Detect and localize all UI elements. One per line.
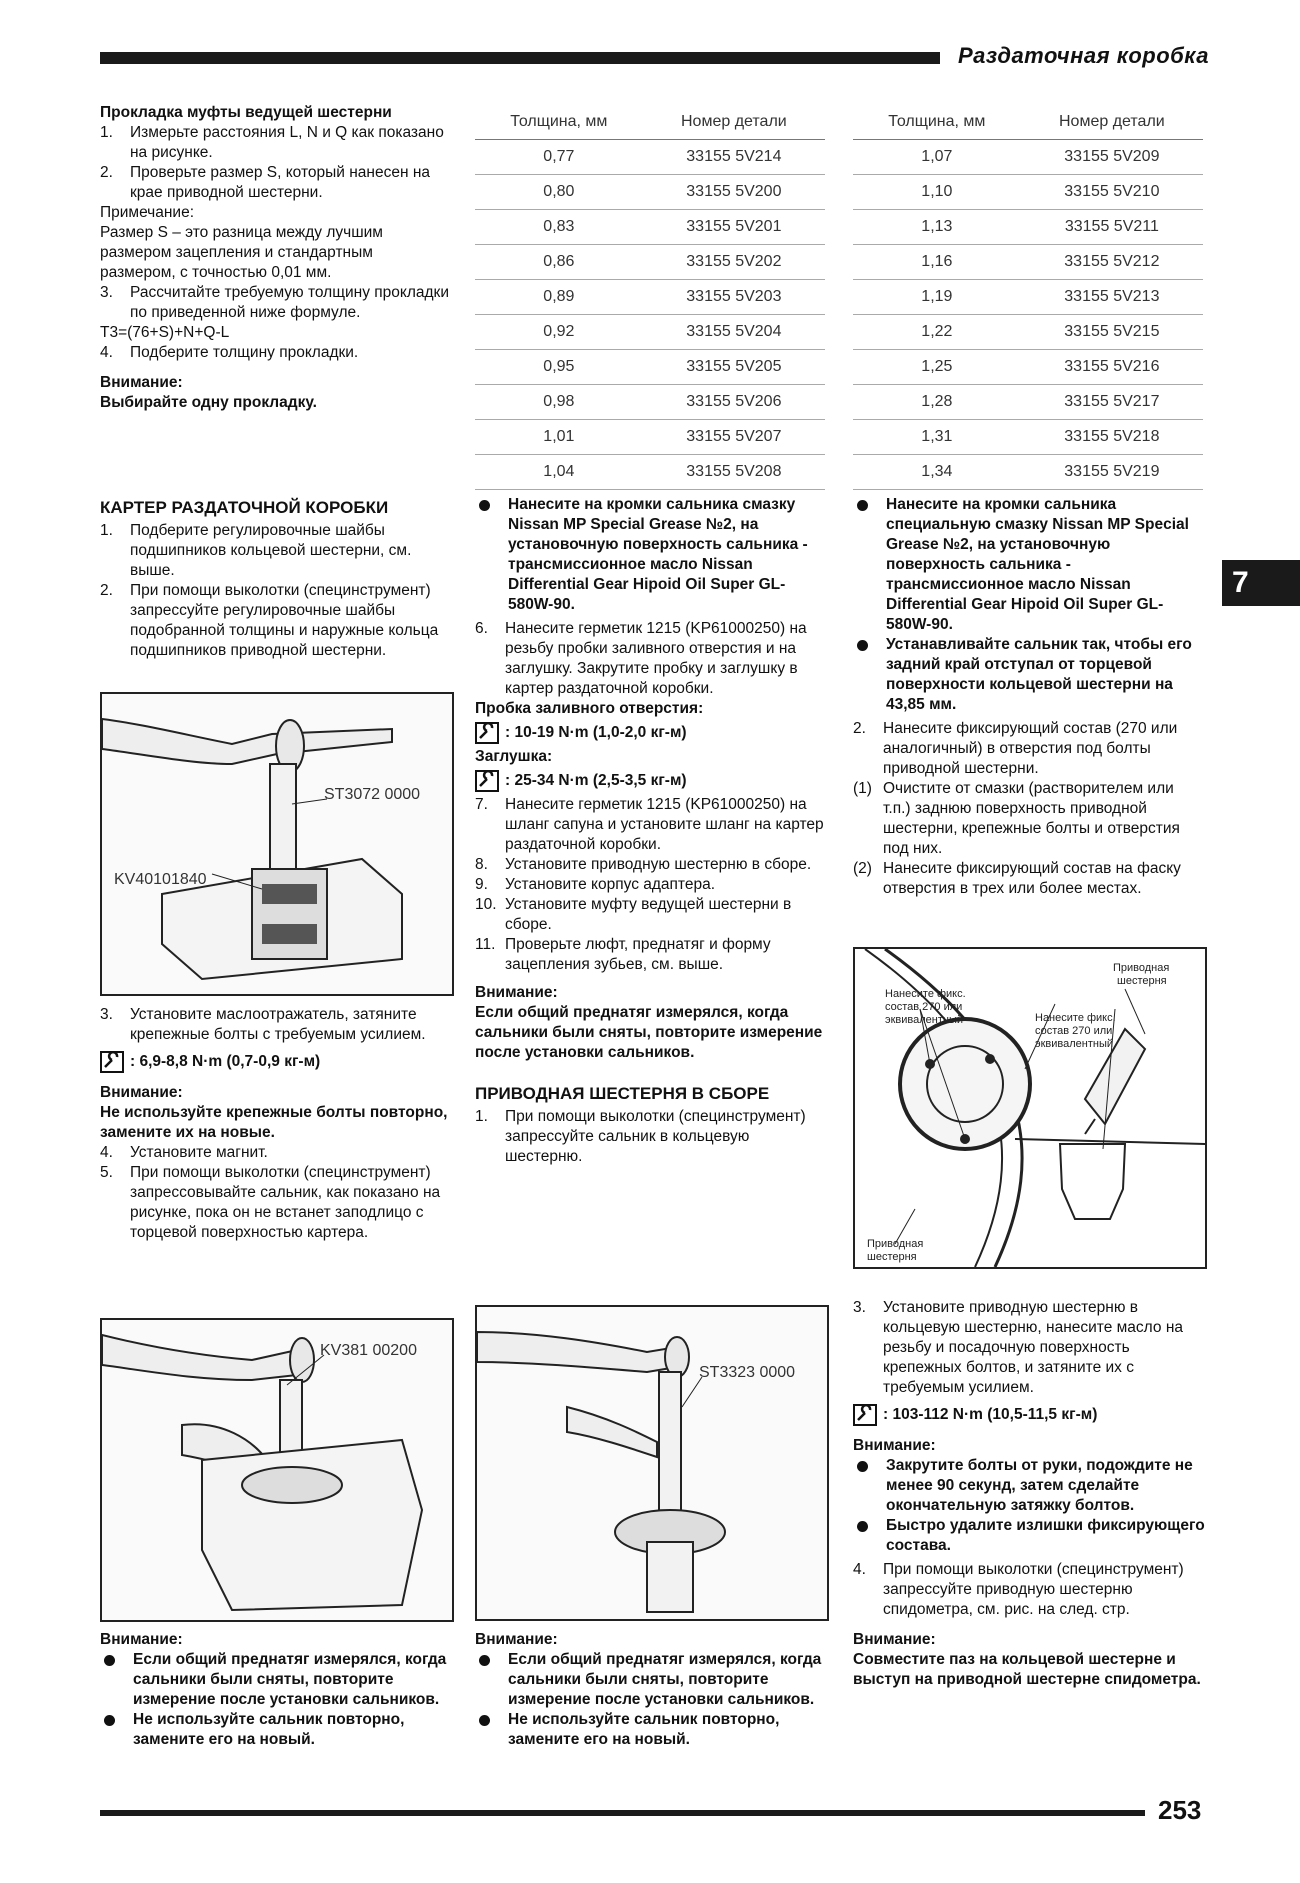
fig4-label: Нанесите фикс. [885,988,966,1000]
table-header: Номер детали [1021,105,1203,140]
table-cell: 33155 5V214 [643,140,825,175]
list-item: 3. Установите приводную шестерню в кольцевую шестерню, нанесите масло на резьбу и посадочную поверхность крепежных болтов, и затяните их с требуемым усилием. [853,1299,1183,1396]
table-header: Толщина, мм [853,105,1021,140]
lubrication-bullet: Нанесите на кромки сальника специальную смазку Nissan MP Special Grease №2, на установочную поверхность сальника - трансмиссионное масло Nissan Differential Gear Hipoid Oil Super GL-580W-90. [853,495,1205,635]
torque-spec: : 10-19 N·m (1,0-2,0 кг-м) [475,722,827,744]
column-3-text [853,495,1205,899]
fig4-label: шестерня [867,1251,917,1263]
table-row [475,140,825,175]
list-item: 4. Установите магнит. [100,1144,268,1161]
chapter-tab: 7 [1222,560,1300,606]
table-cell: 0,92 [475,315,643,350]
wrench-icon [475,770,499,792]
warning-label: Внимание: [853,1437,936,1454]
figure-case-bearing-install [100,692,454,996]
note-text: Размер S – это разница между лучшим размером зацепления и стандартным размером, с точностью 0,01 мм. [100,224,383,281]
footer-bar [100,1810,1145,1816]
table-row [853,280,1203,315]
table-row [853,140,1203,175]
warning-block-col2 [475,1630,827,1750]
drive-gear-heading: ПРИВОДНАЯ ШЕСТЕРНЯ В СБОРЕ [475,1084,770,1103]
list-item: 11. Проверьте люфт, преднатяг и форму зацепления зубьев, см. выше. [475,936,771,973]
gasket-section [100,103,450,413]
table-cell: 33155 5V207 [643,420,825,455]
table-cell: 1,10 [853,175,1021,210]
list-item: 4. При помощи выколотки (специнструмент) запрессуйте приводную шестерню спидометра, см. рис. на след. стр. [853,1561,1184,1618]
table-row [853,350,1203,385]
torque-spec: : 25-34 N·m (2,5-3,5 кг-м) [475,770,827,792]
table-cell: 0,98 [475,385,643,420]
table-row [853,455,1203,490]
table-row [853,420,1203,455]
shim-table-left [475,105,825,490]
warning-bullet: Не используйте сальник повторно, замените его на новый. [475,1710,827,1750]
note-label: Примечание: [100,204,195,221]
warning-bullet: Если общий преднатяг измерялся, когда сальники были сняты, повторите измерение после установки сальников. [100,1650,450,1710]
warning-bullet: Если общий преднатяг измерялся, когда сальники были сняты, повторите измерение после установки сальников. [475,1650,827,1710]
table-cell: 0,95 [475,350,643,385]
table-row [853,175,1203,210]
warning-block-col1 [100,1630,450,1750]
table-row [475,350,825,385]
fig3-label-tool: ST3323 0000 [699,1364,796,1381]
table-row [475,210,825,245]
table-cell: 1,19 [853,280,1021,315]
table-cell: 33155 5V211 [1021,210,1203,245]
table-cell: 1,31 [853,420,1021,455]
table-cell: 33155 5V206 [643,385,825,420]
warning-bullet: Закрутите болты от руки, подождите не менее 90 секунд, затем сделайте окончательную затяжку болтов. [853,1456,1205,1516]
column-2-text [475,495,827,1167]
table-cell: 33155 5V212 [1021,245,1203,280]
shim-table-right [853,105,1203,490]
list-item: 6. Нанесите герметик 1215 (KP61000250) на резьбу пробки заливного отверстия и на заглушку. Закрутите пробку и заглушку в картер раздаточной коробки. [475,620,807,697]
table-cell: 1,07 [853,140,1021,175]
table-row [853,245,1203,280]
warning-label: Внимание: [475,984,558,1001]
fig4-label: Приводная [1113,962,1170,974]
torque-spec: : 6,9-8,8 N·m (0,7-0,9 кг-м) [100,1051,450,1073]
table-cell: 33155 5V217 [1021,385,1203,420]
seal-position-bullet: Устанавливайте сальник так, чтобы его задний край отступал от торцевой поверхности кольцевой шестерни на 43,85 мм. [853,635,1205,715]
list-item: 2. Проверьте размер S, который нанесен на крае приводной шестерни. [100,164,431,201]
table-cell: 33155 5V204 [643,315,825,350]
table-row [475,385,825,420]
table-cell: 33155 5V208 [643,455,825,490]
case-section [100,497,450,661]
header-bar [100,52,940,64]
table-row [853,315,1203,350]
figure-seal-press-ring-gear [475,1305,829,1621]
list-item: 3. Рассчитайте требуемую толщину прокладки по приведенной ниже формуле. [100,284,449,321]
figure-locking-compound [853,947,1207,1269]
table-cell: 33155 5V219 [1021,455,1203,490]
table-row [475,245,825,280]
table-cell: 33155 5V205 [643,350,825,385]
fig1-label-tool-a: ST3072 0000 [324,786,421,803]
list-item: 7. Нанесите герметик 1215 (KP61000250) на шланг сапуна и установите шланг на картер раздаточной коробки. [475,796,824,853]
table-cell: 33155 5V210 [1021,175,1203,210]
cap-label: Заглушка: [475,748,553,765]
list-item: 5. При помощи выколотки (специнструмент) запрессовывайте сальник, как показано на рисунке, пока он не встанет заподлицо с торцевой поверхностью картера. [100,1164,441,1241]
table-row [475,280,825,315]
warning-text: Если общий преднатяг измерялся, когда сальники были сняты, повторите измерение после установки сальников. [475,1004,823,1061]
table-cell: 33155 5V218 [1021,420,1203,455]
table-cell: 33155 5V215 [1021,315,1203,350]
figure-seal-press-case [100,1318,454,1622]
table-header: Толщина, мм [475,105,643,140]
list-item: 3. Установите маслоотражатель, затяните крепежные болты с требуемым усилием. [100,1006,426,1043]
table-cell: 0,80 [475,175,643,210]
table-row [475,175,825,210]
list-item: 2. Нанесите фиксирующий состав (270 или аналогичный) в отверстия под болты приводной шестерни. [853,720,1178,777]
table-cell: 1,22 [853,315,1021,350]
torque-spec: : 103-112 N·m (10,5-11,5 кг-м) [853,1404,1205,1426]
list-item: 1. Подберите регулировочные шайбы подшипников кольцевой шестерни, см. выше. [100,522,412,579]
fig4-label: Приводная [867,1238,924,1250]
table-cell: 1,16 [853,245,1021,280]
table-cell: 33155 5V201 [643,210,825,245]
plug-label: Пробка заливного отверстия: [475,700,704,717]
fig4-label: шестерня [1117,975,1167,987]
list-item: 9. Установите корпус адаптера. [475,876,716,893]
table-cell: 33155 5V216 [1021,350,1203,385]
warning-label: Внимание: [100,1631,183,1648]
list-item: (2) Нанесите фиксирующий состав на фаску отверстия в трех или более местах. [853,860,1181,897]
table-row [475,315,825,350]
fig1-label-tool-b: KV40101840 [114,871,207,888]
table-cell: 0,83 [475,210,643,245]
table-cell: 1,01 [475,420,643,455]
fig4-label: состав 270 или [1035,1025,1113,1037]
table-cell: 1,28 [853,385,1021,420]
warning-label: Внимание: [853,1631,936,1648]
table-cell: 33155 5V202 [643,245,825,280]
table-cell: 1,25 [853,350,1021,385]
lubrication-bullet: Нанесите на кромки сальника смазку Nissan MP Special Grease №2, на установочную поверхность сальника - трансмиссионное масло Nissan Differential Gear Hipoid Oil Super GL-580W-90. [475,495,827,615]
table-row [475,455,825,490]
table-cell: 1,34 [853,455,1021,490]
wrench-icon [475,722,499,744]
warning-text: Совместите паз на кольцевой шестерне и выступ на приводной шестерне спидометра. [853,1651,1201,1688]
list-item: 10. Установите муфту ведущей шестерни в сборе. [475,896,792,933]
table-header: Номер детали [643,105,825,140]
gasket-heading: Прокладка муфты ведущей шестерни [100,104,392,121]
table-cell: 1,13 [853,210,1021,245]
formula: T3=(76+S)+N+Q-L [100,324,230,341]
list-item: 2. При помощи выколотки (специнструмент) запрессуйте регулировочные шайбы подобранной толщины и наружные кольца подшипников приводной шестерни. [100,582,439,659]
warning-bullet: Быстро удалите излишки фиксирующего состава. [853,1516,1205,1556]
warning-text: Выбирайте одну прокладку. [100,394,317,411]
table-row [853,385,1203,420]
table-row [475,420,825,455]
table-cell: 33155 5V213 [1021,280,1203,315]
list-item: 1. При помощи выколотки (специнструмент) запрессуйте сальник в кольцевую шестерню. [475,1108,806,1165]
header-title: Раздаточная коробка [958,43,1209,68]
list-item: 1. Измерьте расстояния L, N и Q как показано на рисунке. [100,124,444,161]
list-item: 4. Подберите толщину прокладки. [100,344,359,361]
fig4-label: эквивалентный [885,1014,964,1026]
wrench-icon [853,1404,877,1426]
warning-label: Внимание: [100,1084,183,1101]
warning-text: Не используйте крепежные болты повторно, замените их на новые. [100,1104,448,1141]
warning-bullet: Не используйте сальник повторно, замените его на новый. [100,1710,450,1750]
case-heading: КАРТЕР РАЗДАТОЧНОЙ КОРОБКИ [100,498,389,517]
table-cell: 33155 5V200 [643,175,825,210]
page-number: 253 [1158,1795,1202,1825]
table-row [853,210,1203,245]
table-cell: 0,89 [475,280,643,315]
case-section-b [100,1005,450,1243]
fig2-label-tool: KV381 00200 [320,1342,417,1359]
warning-label: Внимание: [475,1631,558,1648]
wrench-icon [100,1051,124,1073]
fig4-label: состав 270 или [885,1001,963,1013]
warning-label: Внимание: [100,374,183,391]
table-cell: 33155 5V209 [1021,140,1203,175]
list-item: (1) Очистите от смазки (растворителем или т.п.) заднюю поверхность приводной шестерни, крепежные болты и отверстия под них. [853,780,1180,857]
table-cell: 1,04 [475,455,643,490]
table-cell: 0,77 [475,140,643,175]
list-item: 8. Установите приводную шестерню в сборе. [475,856,812,873]
fig4-label: Нанесите фикс. [1035,1012,1116,1024]
column-3-text-b [853,1298,1205,1690]
table-cell: 0,86 [475,245,643,280]
table-cell: 33155 5V203 [643,280,825,315]
fig4-label: эквивалентный [1035,1038,1114,1050]
